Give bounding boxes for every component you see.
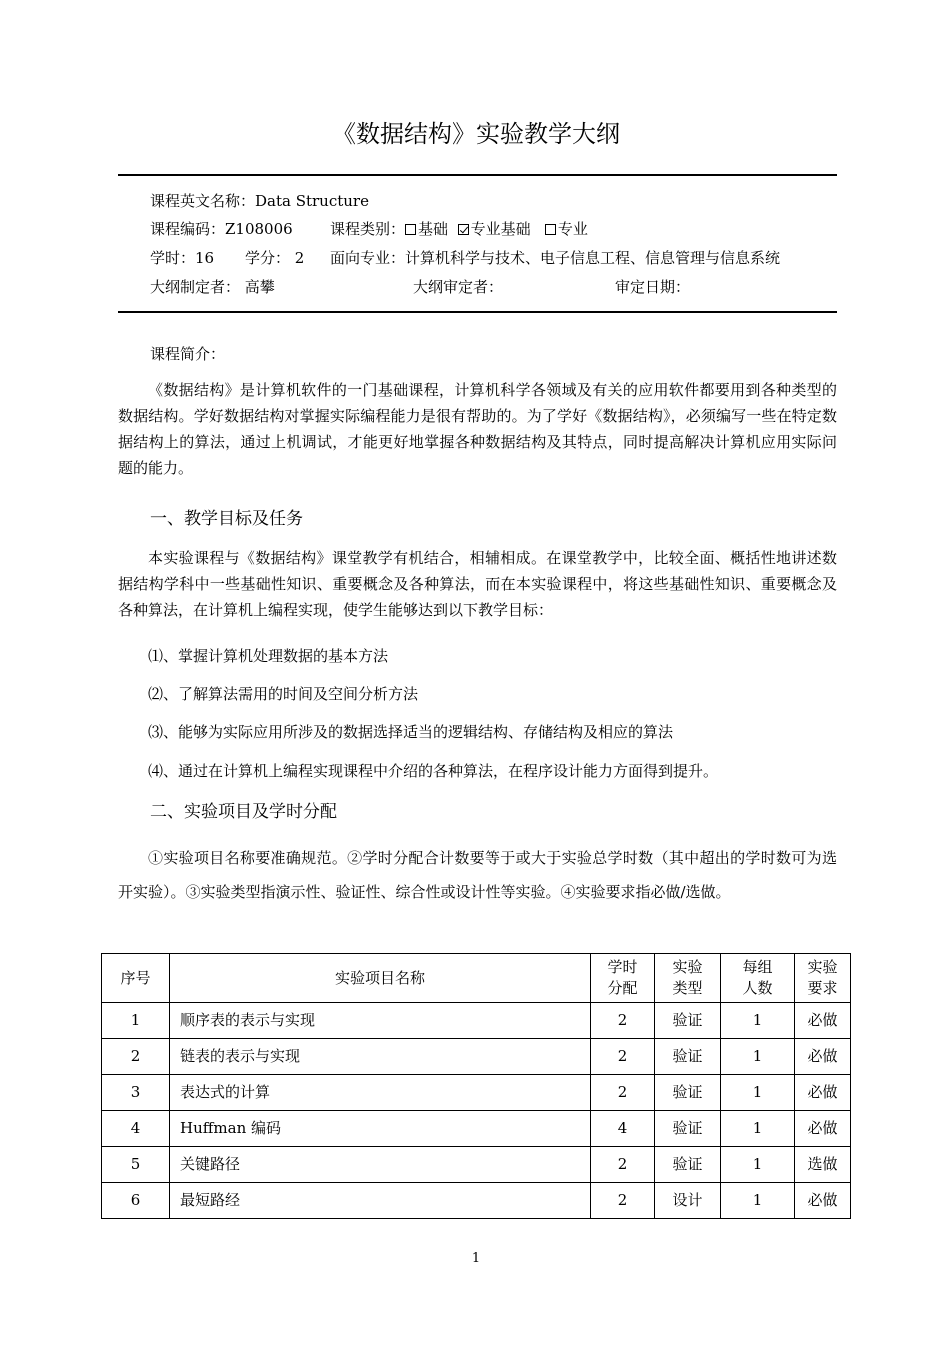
- category-label: 课程类别：: [330, 220, 406, 238]
- cell-hours: 2: [591, 1147, 655, 1183]
- objective-item-2: ⑵、了解算法需用的时间及空间分析方法: [148, 685, 419, 703]
- cell-requirement: 必做: [795, 1183, 851, 1219]
- cell-group: 1: [721, 1075, 795, 1111]
- category-option-basic: 基础: [418, 220, 449, 238]
- table-header-row: [102, 954, 851, 1003]
- english-name: 课程英文名称：Data Structure: [150, 192, 369, 210]
- cell-type: 验证: [655, 1147, 721, 1183]
- course-code: 课程编码：Z108006: [150, 220, 293, 238]
- intro-paragraph: 《数据结构》是计算机软件的一门基础课程，计算机科学各领域及有关的应用软件都要用到各种类型的数据结构。学好数据结构对掌握实际编程能力是很有帮助的。为了学好《数据结构》，必须编写一些在特定数据结构上的算法，通过上机调试，才能更好地掌握各种数据结构及其特点，同时提高解决计算机应用实际问题的能力。: [118, 381, 837, 477]
- cell-group: 1: [721, 1183, 795, 1219]
- cell-type: 设计: [655, 1183, 721, 1219]
- cell-hours: 4: [591, 1111, 655, 1147]
- header-hours: 学时 分配: [591, 954, 655, 1003]
- cell-no: 6: [102, 1183, 170, 1219]
- cell-hours: 2: [591, 1075, 655, 1111]
- category-option-professional: 专业: [557, 220, 588, 238]
- course-majors: 面向专业：计算机科学与技术、电子信息工程、信息管理与信息系统: [330, 249, 781, 267]
- cell-name: Huffman 编码: [170, 1111, 591, 1147]
- checkbox-professional: [545, 224, 556, 235]
- cell-no: 1: [102, 1003, 170, 1039]
- cell-name: 关键路径: [170, 1147, 591, 1183]
- cell-hours: 2: [591, 1183, 655, 1219]
- bottom-rule: [118, 311, 837, 313]
- category-option-professional-basic: 专业基础: [470, 220, 531, 238]
- cell-hours: 2: [591, 1003, 655, 1039]
- table-row: [102, 1075, 851, 1111]
- section1-heading: 一、教学目标及任务: [150, 509, 303, 529]
- table-row: [102, 1003, 851, 1039]
- header-name: 实验项目名称: [170, 954, 591, 1003]
- cell-type: 验证: [655, 1039, 721, 1075]
- cell-type: 验证: [655, 1111, 721, 1147]
- cell-requirement: 必做: [795, 1003, 851, 1039]
- objective-item-3: ⑶、能够为实际应用所涉及的数据选择适当的逻辑结构、存储结构及相应的算法: [148, 723, 674, 741]
- cell-name: 表达式的计算: [170, 1075, 591, 1111]
- cell-name: 链表的表示与实现: [170, 1039, 591, 1075]
- objective-item-4: ⑷、通过在计算机上编程实现课程中介绍的各种算法，在程序设计能力方面得到提升。: [148, 762, 719, 780]
- syllabus-reviewer: 大纲审定者：: [413, 278, 504, 296]
- checkbox-professional-basic: [458, 224, 469, 235]
- header-type: 实验 类型: [655, 954, 721, 1003]
- table-row: [102, 1183, 851, 1219]
- cell-group: 1: [721, 1111, 795, 1147]
- cell-requirement: 必做: [795, 1111, 851, 1147]
- document-title: 《数据结构》实验教学大纲: [332, 120, 620, 148]
- review-date: 审定日期：: [615, 278, 691, 296]
- header-no: 序号: [102, 954, 170, 1003]
- cell-requirement: 必做: [795, 1075, 851, 1111]
- syllabus-author: 大纲制定者： 高攀: [150, 278, 275, 296]
- section2-heading: 二、实验项目及学时分配: [150, 802, 337, 822]
- section1-paragraph: 本实验课程与《数据结构》课堂教学有机结合，相辅相成。在课堂教学中，比较全面、概括性地讲述数据结构学科中一些基础性知识、重要概念及各种算法，而在本实验课程中，将这些基础性知识、重要概念及各种算法，在计算机上编程实现，使学生能够达到以下教学目标：: [118, 549, 837, 619]
- cell-requirement: 选做: [795, 1147, 851, 1183]
- objective-item-1: ⑴、掌握计算机处理数据的基本方法: [148, 647, 389, 665]
- page-number: 1: [471, 1251, 481, 1266]
- header-requirement: 实验 要求: [795, 954, 851, 1003]
- cell-group: 1: [721, 1003, 795, 1039]
- cell-no: 3: [102, 1075, 170, 1111]
- course-category: [330, 219, 588, 239]
- cell-requirement: 必做: [795, 1039, 851, 1075]
- section2-paragraph: ①实验项目名称要准确规范。②学时分配合计数要等于或大于实验总学时数（其中超出的学时数可为选开实验）。③实验类型指演示性、验证性、综合性或设计性等实验。④实验要求指必做/选做。: [118, 849, 837, 901]
- cell-type: 验证: [655, 1075, 721, 1111]
- cell-no: 5: [102, 1147, 170, 1183]
- cell-hours: 2: [591, 1039, 655, 1075]
- cell-type: 验证: [655, 1003, 721, 1039]
- cell-group: 1: [721, 1147, 795, 1183]
- header-group: 每组 人数: [721, 954, 795, 1003]
- table-row: [102, 1039, 851, 1075]
- intro-heading: 课程简介：: [150, 345, 226, 363]
- top-rule: [118, 174, 837, 176]
- course-hours: 学时：16: [150, 249, 215, 267]
- cell-name: 顺序表的表示与实现: [170, 1003, 591, 1039]
- course-credits: 学分： 2: [245, 249, 305, 267]
- checkbox-basic: [405, 224, 416, 235]
- table-row: [102, 1111, 851, 1147]
- cell-no: 2: [102, 1039, 170, 1075]
- cell-group: 1: [721, 1039, 795, 1075]
- cell-no: 4: [102, 1111, 170, 1147]
- experiment-table: [101, 953, 851, 1219]
- cell-name: 最短路经: [170, 1183, 591, 1219]
- table-row: [102, 1147, 851, 1183]
